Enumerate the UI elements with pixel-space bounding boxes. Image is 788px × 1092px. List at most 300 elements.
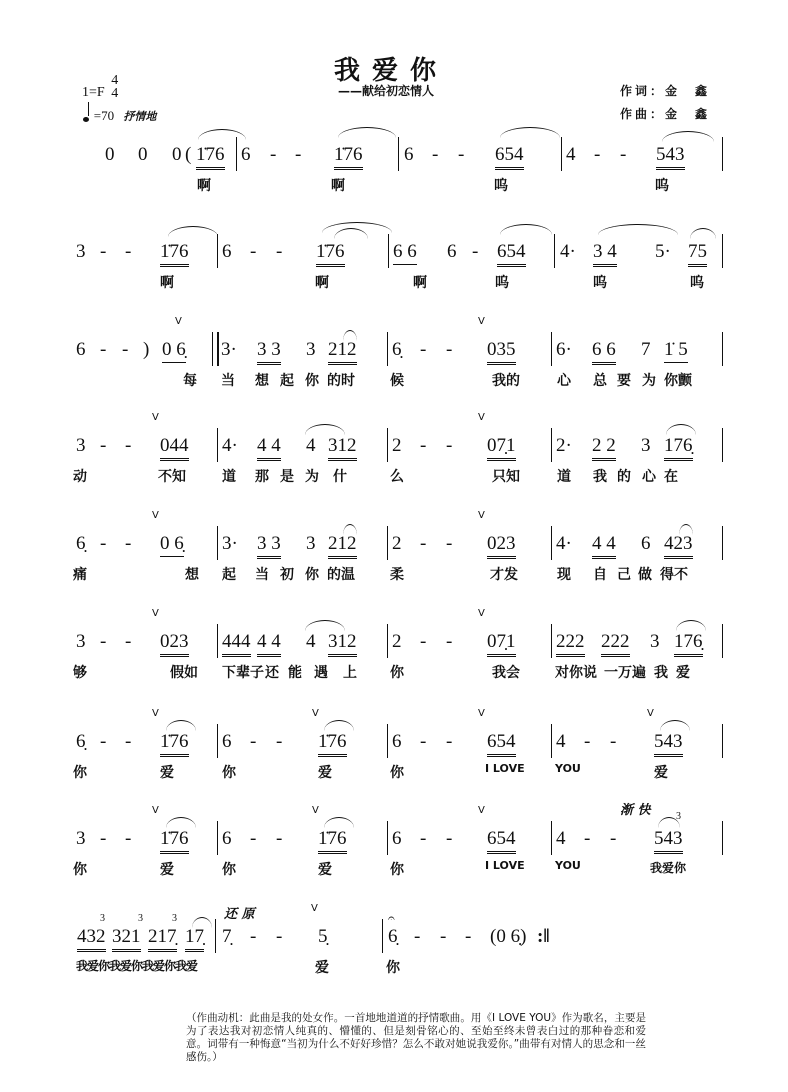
note: 3 <box>76 631 86 652</box>
note-group: 3 3 <box>257 532 281 559</box>
dash: - <box>125 435 132 456</box>
breath-mark: V <box>478 316 485 327</box>
note: 2· <box>556 435 572 456</box>
note-group: 222 <box>601 630 630 657</box>
lyric: 我 <box>593 469 607 485</box>
score-row-3 <box>0 316 788 428</box>
note-group: 023 <box>487 532 516 559</box>
note-group: 75 <box>688 240 707 267</box>
note: 3 <box>76 241 86 262</box>
lyric: 心 <box>642 469 656 485</box>
lyric: 爱 <box>654 765 668 781</box>
score-row-4 <box>0 412 788 524</box>
lyric: 么 <box>390 469 404 485</box>
lyric: 假如 <box>170 665 198 681</box>
breath-mark: V <box>152 805 159 816</box>
breath-mark: V <box>152 412 159 423</box>
note: 4 <box>556 731 566 752</box>
note-group: 543 <box>654 827 683 854</box>
barline <box>217 724 218 758</box>
note-group: 654 <box>487 730 516 757</box>
slur <box>500 127 560 138</box>
dash: - <box>270 144 277 165</box>
lyric: 对你说 <box>555 665 597 681</box>
dash: - <box>295 144 302 165</box>
note: 4 <box>306 435 316 456</box>
lyric: 道 <box>222 469 236 485</box>
note-group: 044 <box>160 434 189 461</box>
note-group: 4 4 <box>592 532 616 559</box>
dash: - <box>420 828 427 849</box>
lyric: 爱 <box>160 862 174 878</box>
lyric: 我爱你 <box>650 861 687 875</box>
lyric: 一万遍 <box>604 665 646 681</box>
note: 2 <box>392 435 402 456</box>
barline <box>722 234 723 268</box>
breath-mark: V <box>478 608 485 619</box>
lyric: 爱 <box>676 665 690 681</box>
lyric: 爱 <box>160 765 174 781</box>
lyric: 的 <box>617 469 631 485</box>
dash: - <box>440 926 447 947</box>
dash: - <box>125 241 132 262</box>
lyric: 下辈子 <box>222 665 264 681</box>
note: 4· <box>222 435 238 456</box>
lyric: 只知 <box>492 469 520 485</box>
expression-a-tempo: 还 原 <box>224 907 255 922</box>
score-row-7 <box>0 708 788 820</box>
lyric: 那 <box>255 469 269 485</box>
tempo-value: =70 <box>93 108 115 123</box>
triplet-number: 3 <box>676 811 681 822</box>
note-group: 212 <box>328 338 357 365</box>
barline <box>551 724 552 758</box>
dash: - <box>125 828 132 849</box>
dash: - <box>250 731 257 752</box>
note: 6 <box>76 339 86 360</box>
barline <box>387 624 388 658</box>
note: 6 <box>392 731 402 752</box>
lyric: 上 <box>343 665 357 681</box>
note: 6 <box>641 533 651 554</box>
note-group: 4 4 <box>257 630 281 657</box>
lyric: YOU <box>555 762 581 775</box>
lyric: 想 <box>255 373 269 389</box>
note: 6̣ <box>76 533 86 554</box>
fermata-icon: 𝄐 <box>388 911 395 925</box>
note: 6̣ <box>392 339 402 360</box>
dash: - <box>125 731 132 752</box>
dash: - <box>420 435 427 456</box>
dash: - <box>100 828 107 849</box>
lyric: 遇 <box>314 665 328 681</box>
slur <box>338 127 396 138</box>
note: 0 <box>105 144 115 165</box>
note: 5· <box>655 241 671 262</box>
breath-mark: V <box>312 805 319 816</box>
lyric: 爱 <box>318 765 332 781</box>
barline <box>387 724 388 758</box>
note: 6· <box>556 339 572 360</box>
barline <box>387 821 388 855</box>
composition-note: （作曲动机：此曲是我的处女作。一首地地道道的抒情歌曲。用《I LOVE YOU》作为歌名，主要是为了表达我对初恋情人纯真的、懵懂的、但是刻骨铭心的、至始至终未曾表白过的那种眷恋和爱意。词带有一种悔意“当初为什么不好好珍惜？怎么不敢对她说我爱你。”曲带有对情人的思念和一丝感伤。） <box>186 1012 646 1063</box>
note-group: 1̇76 <box>318 827 347 854</box>
barline <box>236 137 237 171</box>
dash: - <box>250 241 257 262</box>
lyric: 你 <box>73 862 87 878</box>
dash: - <box>446 828 453 849</box>
note-group: 3 3 <box>257 338 281 365</box>
time-signature: 4 4 <box>111 73 119 101</box>
barline <box>217 234 218 268</box>
note: 0 <box>138 144 148 165</box>
lyric: 初 <box>280 567 294 583</box>
breath-mark: V <box>312 708 319 719</box>
dash: - <box>420 339 427 360</box>
barline <box>722 428 723 462</box>
note-group: 212 <box>328 532 357 559</box>
dash: - <box>465 926 472 947</box>
lyric: 要 <box>617 373 631 389</box>
barline <box>722 332 723 366</box>
dash: - <box>594 144 601 165</box>
note: 3 <box>76 828 86 849</box>
barline <box>387 332 388 366</box>
note-group: 312 <box>328 434 357 461</box>
barline <box>561 137 562 171</box>
lyric: 起 <box>222 567 236 583</box>
dash: - <box>276 828 283 849</box>
song-subtitle: ——献给初恋情人 <box>338 84 435 98</box>
lyric: YOU <box>555 859 581 872</box>
lyric: 你颤 <box>664 373 692 389</box>
lyric: 不知 <box>158 469 186 485</box>
note: 3· <box>221 339 237 360</box>
barline <box>217 526 218 560</box>
lyric: 你 <box>222 862 236 878</box>
dash: - <box>610 828 617 849</box>
dash: - <box>100 731 107 752</box>
lyric: 啊 <box>413 275 427 291</box>
note: 4 <box>556 828 566 849</box>
dash: - <box>100 435 107 456</box>
note-group: 1̇76 <box>334 143 363 170</box>
note-group: 6 6 <box>592 338 616 365</box>
dash: - <box>414 926 421 947</box>
dash: - <box>432 144 439 165</box>
note-group: 543 <box>654 730 683 757</box>
note-group: 543 <box>656 143 685 170</box>
dash: - <box>420 631 427 652</box>
slur <box>662 131 714 142</box>
dash: - <box>620 144 627 165</box>
barline <box>551 428 552 462</box>
dash: - <box>276 926 283 947</box>
breath-mark: V <box>175 316 182 327</box>
lyric: 做 <box>638 567 652 583</box>
lyric: 想 <box>185 567 199 583</box>
note: 3 <box>306 339 316 360</box>
dash: - <box>446 435 453 456</box>
lyric: 你 <box>73 765 87 781</box>
lyric: 什 <box>333 469 347 485</box>
lyric: 我的 <box>492 373 520 389</box>
lyric: 我 <box>654 665 668 681</box>
dash: - <box>446 533 453 554</box>
dash: - <box>584 731 591 752</box>
dash: - <box>100 631 107 652</box>
breath-mark: V <box>152 510 159 521</box>
lyric: 道 <box>557 469 571 485</box>
repeat-start-barline <box>212 332 219 366</box>
lyric: 你 <box>390 665 404 681</box>
lyric: 候 <box>390 373 404 389</box>
breath-mark: V <box>478 708 485 719</box>
note-group: 3 4 <box>593 240 617 267</box>
barline <box>722 526 723 560</box>
dash: - <box>276 241 283 262</box>
score-row-6 <box>0 608 788 720</box>
score-row-1 <box>0 143 788 233</box>
note-group: 432 <box>77 925 106 952</box>
lyricist-credit: 作词：金 鑫 <box>620 84 711 98</box>
barline <box>217 428 218 462</box>
breath-mark: V <box>647 708 654 719</box>
note-group: 176̣ <box>664 434 693 461</box>
dash: - <box>446 631 453 652</box>
expression-accelerando: 渐 快 <box>620 803 651 818</box>
note-group: 1̇76 <box>160 240 189 267</box>
note-group: 17̣ <box>185 925 204 952</box>
lyric: 得不 <box>660 567 688 583</box>
barline <box>551 526 552 560</box>
composer-credit: 作曲：金 鑫 <box>620 107 711 121</box>
lyric: 现 <box>557 567 571 583</box>
lyric: 呜 <box>690 275 704 291</box>
dash: - <box>420 731 427 752</box>
triplet-number: 3 <box>138 913 143 924</box>
lyric: 啊 <box>315 275 329 291</box>
lyric: 你 <box>305 567 319 583</box>
lyric: 呜 <box>655 178 669 194</box>
note: 6̣ <box>76 731 86 752</box>
breath-mark: V <box>152 608 159 619</box>
song-title: 我爱你 <box>334 56 449 86</box>
dash: - <box>122 339 129 360</box>
note: 6 <box>241 144 251 165</box>
note: 3 <box>650 631 660 652</box>
note-group: 1̇76 <box>318 730 347 757</box>
dash: - <box>100 339 107 360</box>
key-label: 1=F <box>82 85 105 101</box>
note: 3 <box>76 435 86 456</box>
lyric: 自 <box>593 567 607 583</box>
barline <box>551 332 552 366</box>
lyric: 每 <box>183 373 197 389</box>
breath-mark: V <box>311 903 318 914</box>
note: 3 <box>641 435 651 456</box>
note: 6 <box>404 144 414 165</box>
score-row-5 <box>0 510 788 622</box>
dash: - <box>446 339 453 360</box>
quarter-note-icon <box>83 117 89 122</box>
dash: - <box>446 731 453 752</box>
lyric: I LOVE <box>485 762 525 775</box>
note-group: 07̣1 <box>487 434 516 461</box>
slur <box>198 129 246 140</box>
dash: - <box>420 533 427 554</box>
note: 6 <box>222 828 232 849</box>
lyric: 我爱你我爱你我爱你我爱 <box>76 959 198 973</box>
dash: - <box>100 241 107 262</box>
note: 6 <box>222 731 232 752</box>
lyric: 你 <box>390 862 404 878</box>
note-group: 035 <box>487 338 516 365</box>
breath-mark: V <box>478 805 485 816</box>
triplet-number: 3 <box>172 913 177 924</box>
dash: - <box>610 731 617 752</box>
note-group: 654 <box>495 143 524 170</box>
note-group: (0 6̣) <box>490 926 527 947</box>
barline <box>382 919 383 953</box>
note-group: 321 <box>112 925 141 952</box>
note: 0 <box>172 144 182 165</box>
lyric: I LOVE <box>485 859 525 872</box>
lyric: 为 <box>642 373 656 389</box>
note: 3 <box>306 533 316 554</box>
lyric: 当 <box>255 567 269 583</box>
expression-marking: 抒情地 <box>123 110 157 123</box>
lyric: 能 <box>288 665 302 681</box>
note-group: 2 2 <box>592 434 616 461</box>
note: 4 <box>306 631 316 652</box>
note: 4· <box>556 533 572 554</box>
note-group: 312 <box>328 630 357 657</box>
note: 4· <box>560 241 576 262</box>
lyric: 你 <box>386 960 400 976</box>
note: 6 <box>222 241 232 262</box>
note-group: 423 <box>664 532 693 559</box>
barline <box>551 624 552 658</box>
lyric: 你 <box>390 765 404 781</box>
lyric: 动 <box>73 469 87 485</box>
note: 3· <box>222 533 238 554</box>
breath-mark: V <box>478 412 485 423</box>
note: 7 <box>641 339 651 360</box>
lyric: 总 <box>593 373 607 389</box>
dash: - <box>584 828 591 849</box>
lyric: 你 <box>305 373 319 389</box>
paren: ( <box>185 144 192 165</box>
lyric: 你 <box>222 765 236 781</box>
lyric: 还 <box>265 665 279 681</box>
note: 2 <box>392 533 402 554</box>
note-group: 444 <box>222 630 251 657</box>
repeat-end-barline: :‖ <box>537 926 550 947</box>
note-group: 654 <box>497 240 526 267</box>
note-group: 0 6̣ <box>160 532 184 557</box>
lyric: 呜 <box>494 178 508 194</box>
barline <box>551 821 552 855</box>
note-group: 1̇ 5 <box>664 338 688 363</box>
dash: - <box>100 533 107 554</box>
breath-mark: V <box>478 510 485 521</box>
barline <box>722 624 723 658</box>
note: 5̣ <box>318 926 328 947</box>
lyric: 为 <box>305 469 319 485</box>
barline <box>388 234 389 268</box>
score-row-8 <box>0 803 788 917</box>
lyric: 爱 <box>318 862 332 878</box>
barline <box>217 821 218 855</box>
dash: - <box>125 631 132 652</box>
lyric: 啊 <box>160 275 174 291</box>
score-row-2 <box>0 240 788 330</box>
note-group: 6 6 <box>393 240 417 265</box>
score-row-9 <box>0 903 788 1015</box>
breath-mark: V <box>152 708 159 719</box>
note-group: 176̣ <box>674 630 703 657</box>
dash: - <box>472 241 479 262</box>
lyric: 呜 <box>593 275 607 291</box>
lyric: 啊 <box>197 178 211 194</box>
lyric: 是 <box>280 469 294 485</box>
barline <box>722 137 723 171</box>
lyric: 够 <box>73 665 87 681</box>
note-group: 1̇76 <box>196 143 225 170</box>
lyric: 呜 <box>495 275 509 291</box>
note: 2 <box>392 631 402 652</box>
lyric: 爱 <box>315 960 329 976</box>
lyric: 当 <box>221 373 235 389</box>
barline <box>215 919 216 953</box>
note: 4 <box>566 144 576 165</box>
lyric: 的温 <box>327 567 355 583</box>
note: 7̣ <box>222 926 232 947</box>
note-group: 1̇76 <box>316 240 345 267</box>
note-group: 217̣ <box>148 925 177 952</box>
dash: - <box>276 731 283 752</box>
lyric: 己 <box>617 567 631 583</box>
barline <box>722 821 723 855</box>
lyric: 我会 <box>492 665 520 681</box>
lyric: 心 <box>557 373 571 389</box>
note-group: 1̇76 <box>160 730 189 757</box>
triplet-number: 3 <box>100 913 105 924</box>
lyric: 的时 <box>327 373 355 389</box>
note-group: 07̣1 <box>487 630 516 657</box>
lyric: 柔 <box>390 567 404 583</box>
note-group: 4 4 <box>257 434 281 461</box>
barline <box>554 234 555 268</box>
lyric: 才发 <box>490 567 518 583</box>
lyric: 起 <box>280 373 294 389</box>
note-group: 654 <box>487 827 516 854</box>
paren: ) <box>143 339 150 360</box>
dash: - <box>125 533 132 554</box>
note: 6 <box>447 241 457 262</box>
note-group: 1̇76 <box>160 827 189 854</box>
dash: - <box>250 828 257 849</box>
barline <box>722 724 723 758</box>
barline <box>387 526 388 560</box>
barline <box>217 624 218 658</box>
note: 6̣ <box>388 926 398 947</box>
tempo-marking <box>83 106 156 124</box>
barline <box>398 137 399 171</box>
dash: - <box>458 144 465 165</box>
note-group: 0 6̣ <box>162 338 186 363</box>
